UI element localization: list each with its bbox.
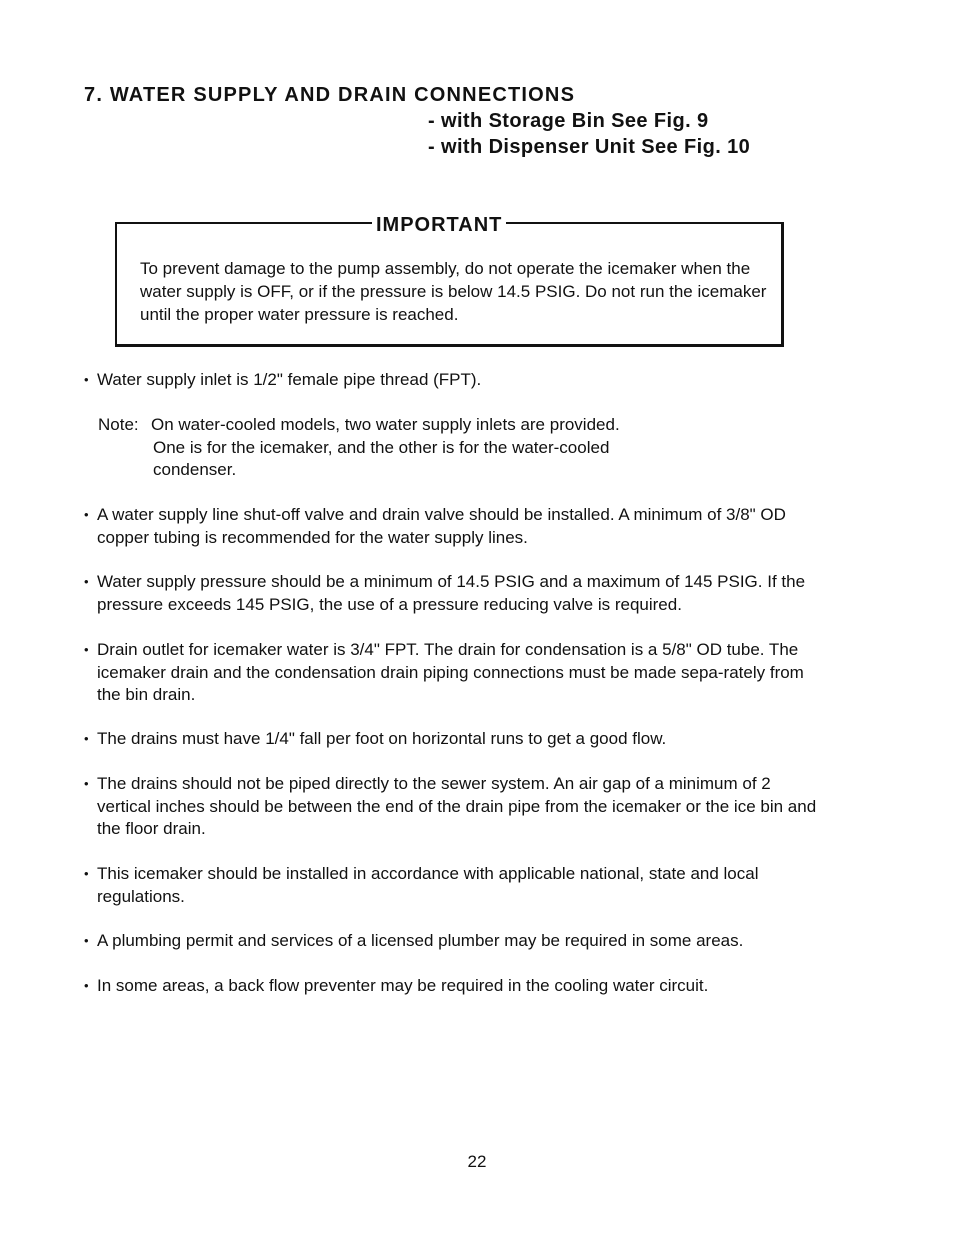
bullet-icon: •: [84, 642, 89, 657]
list-item-text: The drains should not be piped directly to the sewer system. An air gap of a minimum of 2 vertical inches should be between the end of the drain pipe from the icemaker or the ice bin and the floor drain.: [97, 774, 817, 838]
important-text: To prevent damage to the pump assembly, do not operate the icemaker when the water supply is OFF, or if the pressure is below 14.5 PSIG. Do not run the icemaker until the proper water pressure is reached.: [140, 259, 767, 324]
storage-bin-reference: - with Storage Bin See Fig. 9: [428, 110, 709, 132]
bullet-icon: •: [84, 866, 89, 881]
list-item: [84, 504, 824, 549]
bullet-icon: •: [84, 978, 89, 993]
list-item-text: Drain outlet for icemaker water is 3/4" FPT. The drain for condensation is a 5/8" OD tube. The icemaker drain and the condensation drain piping connections must be made sepa-rately from the bin drain.: [97, 640, 804, 704]
section-heading: 7. WATER SUPPLY AND DRAIN CONNECTIONS: [84, 84, 576, 106]
list-item: [84, 930, 824, 953]
list-item-text: Water supply inlet is 1/2" female pipe thread (FPT).: [97, 370, 482, 389]
list-item-text: In some areas, a back flow preventer may be required in the cooling water circuit.: [97, 976, 709, 995]
bullet-icon: •: [84, 372, 89, 387]
list-item: [84, 863, 824, 908]
list-item-text: The drains must have 1/4" fall per foot on horizontal runs to get a good flow.: [97, 729, 667, 748]
list-item-text: Water supply pressure should be a minimum of 14.5 PSIG and a maximum of 145 PSIG. If the pressure exceeds 145 PSIG, the use of a pressure reducing valve is required.: [97, 572, 806, 614]
list-item: [84, 571, 824, 616]
list-item-text: This icemaker should be installed in accordance with applicable national, state and local regulations.: [97, 864, 759, 906]
note-label: Note:: [98, 415, 139, 434]
list-item: [84, 773, 824, 841]
bullet-icon: •: [84, 507, 89, 522]
important-title: IMPORTANT: [372, 213, 506, 237]
list-item: [84, 639, 824, 707]
bullet-icon: •: [84, 776, 89, 791]
bullet-icon: •: [84, 731, 89, 746]
list-item: [84, 369, 824, 392]
bullet-icon: •: [84, 933, 89, 948]
page-number: 22: [467, 1152, 487, 1171]
note-first-line: On water-cooled models, two water supply inlets are provided.: [151, 415, 620, 434]
list-item: [84, 975, 824, 998]
dispenser-unit-reference: - with Dispenser Unit See Fig. 10: [428, 136, 751, 158]
bullet-icon: •: [84, 574, 89, 589]
list-item-text: A water supply line shut-off valve and drain valve should be installed. A minimum of 3/8" OD copper tubing is recommended for the water supply lines.: [97, 505, 786, 547]
note-block: [98, 414, 698, 482]
list-item-text: A plumbing permit and services of a licensed plumber may be required in some areas.: [97, 931, 744, 950]
list-item: [84, 728, 824, 751]
note-body: One is for the icemaker, and the other is for the water-cooled condenser.: [153, 437, 610, 479]
